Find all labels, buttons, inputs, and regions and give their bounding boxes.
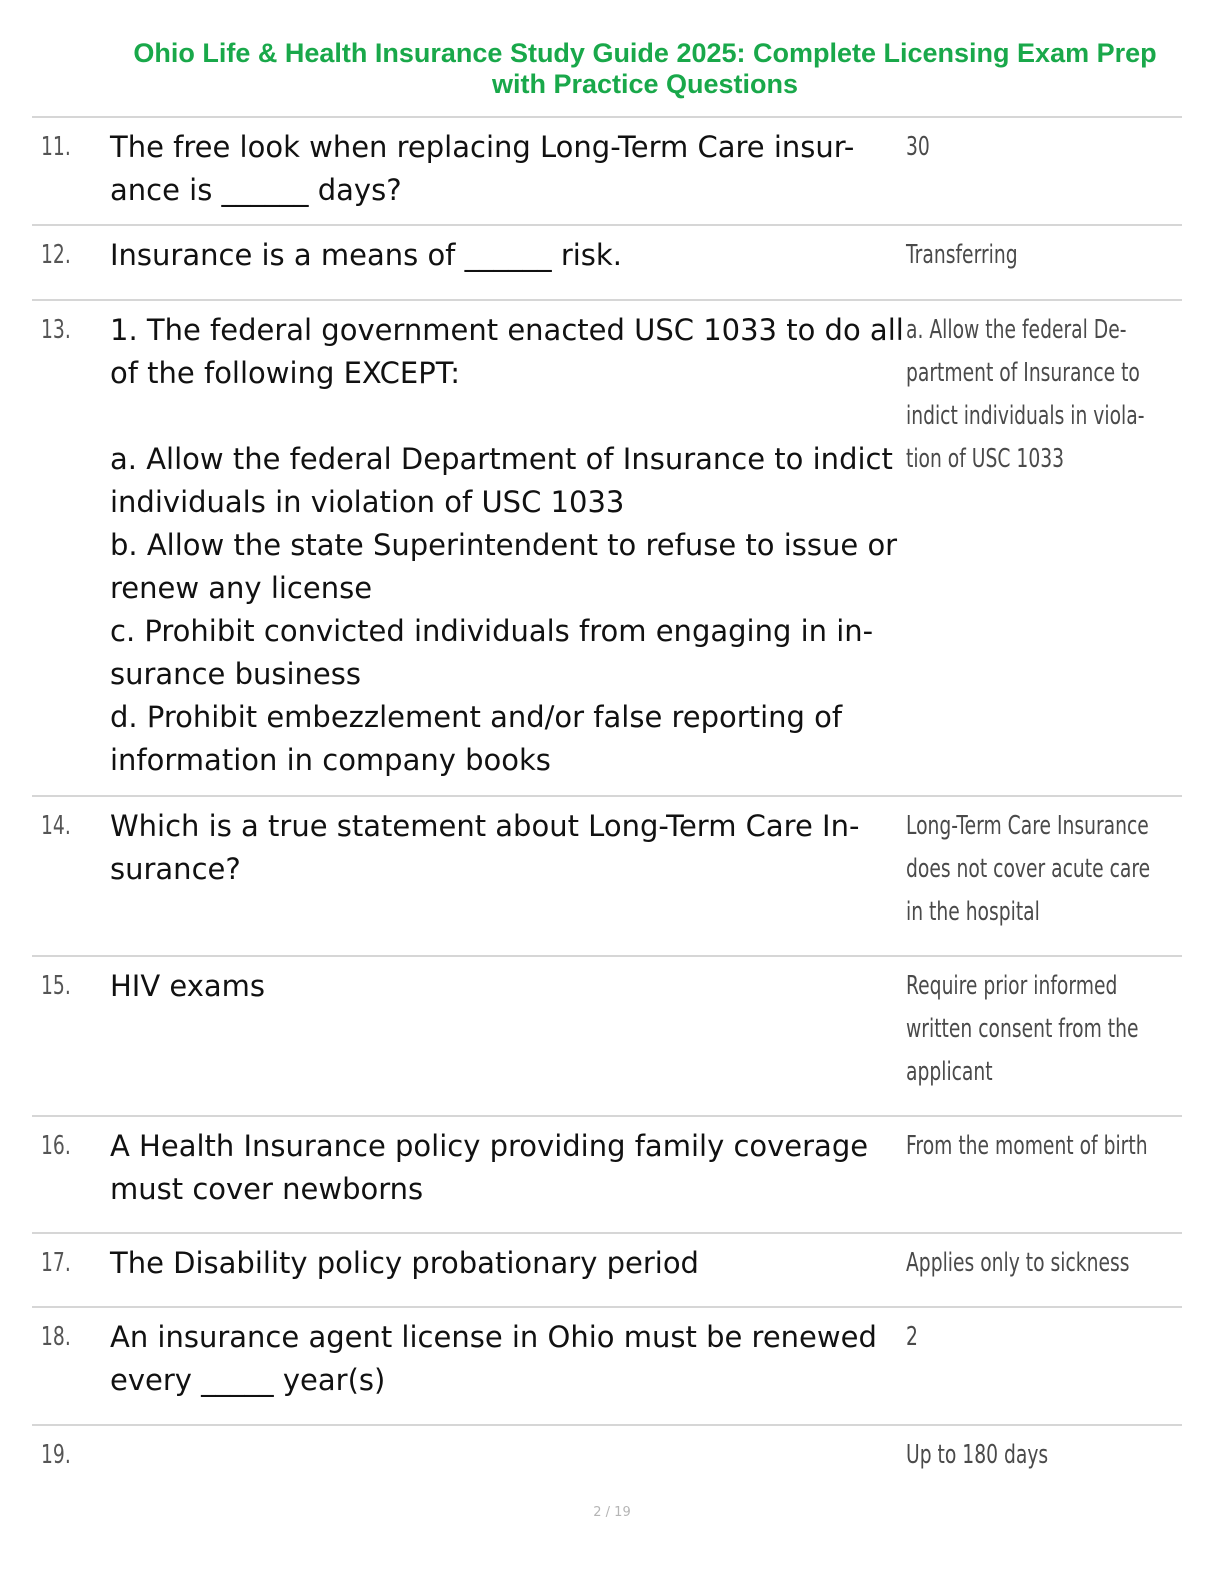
card-question: Insurance is a means of ______ risk. bbox=[110, 238, 622, 272]
flashcard-row bbox=[32, 118, 1182, 226]
flashcard-row bbox=[32, 1426, 1182, 1496]
card-number: 17. bbox=[41, 1248, 71, 1278]
flashcard-row bbox=[32, 957, 1182, 1117]
card-answer: From the moment of birth bbox=[906, 1131, 1148, 1161]
card-question: An insurance agent license in Ohio must be renewed every _____ year(s) bbox=[110, 1320, 877, 1397]
card-question: 1. The federal government enacted USC 1033 to do all of the following EXCEPT: a. Allow the federal Department of Insurance to indict individuals in violation of USC 1033 b. Allow the state Superintendent to refuse to issue or renew any license c. Prohibit convicted individuals from engaging in in- surance business d. Prohibit embezzlement and/or false reporting of information in company books bbox=[110, 313, 904, 777]
flashcard-row bbox=[32, 1117, 1182, 1234]
flashcard-table bbox=[32, 116, 1182, 1496]
flashcard-row bbox=[32, 1308, 1182, 1426]
card-answer: 30 bbox=[906, 132, 930, 162]
card-question: A Health Insurance policy providing family coverage must cover newborns bbox=[110, 1129, 869, 1206]
card-number: 15. bbox=[41, 971, 71, 1001]
flashcard-row bbox=[32, 797, 1182, 957]
flashcard-row bbox=[32, 1234, 1182, 1308]
flashcard-row bbox=[32, 301, 1182, 797]
card-answer: Transferring bbox=[906, 240, 1018, 270]
card-answer: Applies only to sickness bbox=[906, 1248, 1130, 1278]
card-answer: 2 bbox=[906, 1322, 918, 1352]
card-number: 16. bbox=[41, 1131, 71, 1161]
card-number: 12. bbox=[41, 240, 71, 270]
document-title: Ohio Life & Health Insurance Study Guide 2025: Complete Licensing Exam Prep with Practice Questions bbox=[133, 38, 1157, 99]
card-question: The Disability policy probationary period bbox=[110, 1246, 699, 1280]
card-number: 13. bbox=[41, 315, 71, 345]
card-question: Which is a true statement about Long-Term Care In- surance? bbox=[110, 809, 860, 886]
card-answer: Long-Term Care Insurance does not cover acute care in the hospital bbox=[906, 811, 1151, 927]
card-question: HIV exams bbox=[110, 969, 266, 1003]
page-indicator: 2 / 19 bbox=[593, 1505, 631, 1520]
card-number: 11. bbox=[41, 132, 71, 162]
card-number: 18. bbox=[41, 1322, 71, 1352]
card-question: The free look when replacing Long-Term Care insur- ance is ______ days? bbox=[110, 130, 855, 207]
card-answer: a. Allow the federal De- partment of Insurance to indict individuals in viola- tion of USC 1033 bbox=[906, 315, 1145, 474]
card-answer: Up to 180 days bbox=[906, 1440, 1049, 1470]
card-number: 19. bbox=[41, 1440, 71, 1470]
card-number: 14. bbox=[41, 811, 71, 841]
card-answer: Require prior informed written consent from the applicant bbox=[906, 971, 1139, 1087]
flashcard-row bbox=[32, 226, 1182, 301]
